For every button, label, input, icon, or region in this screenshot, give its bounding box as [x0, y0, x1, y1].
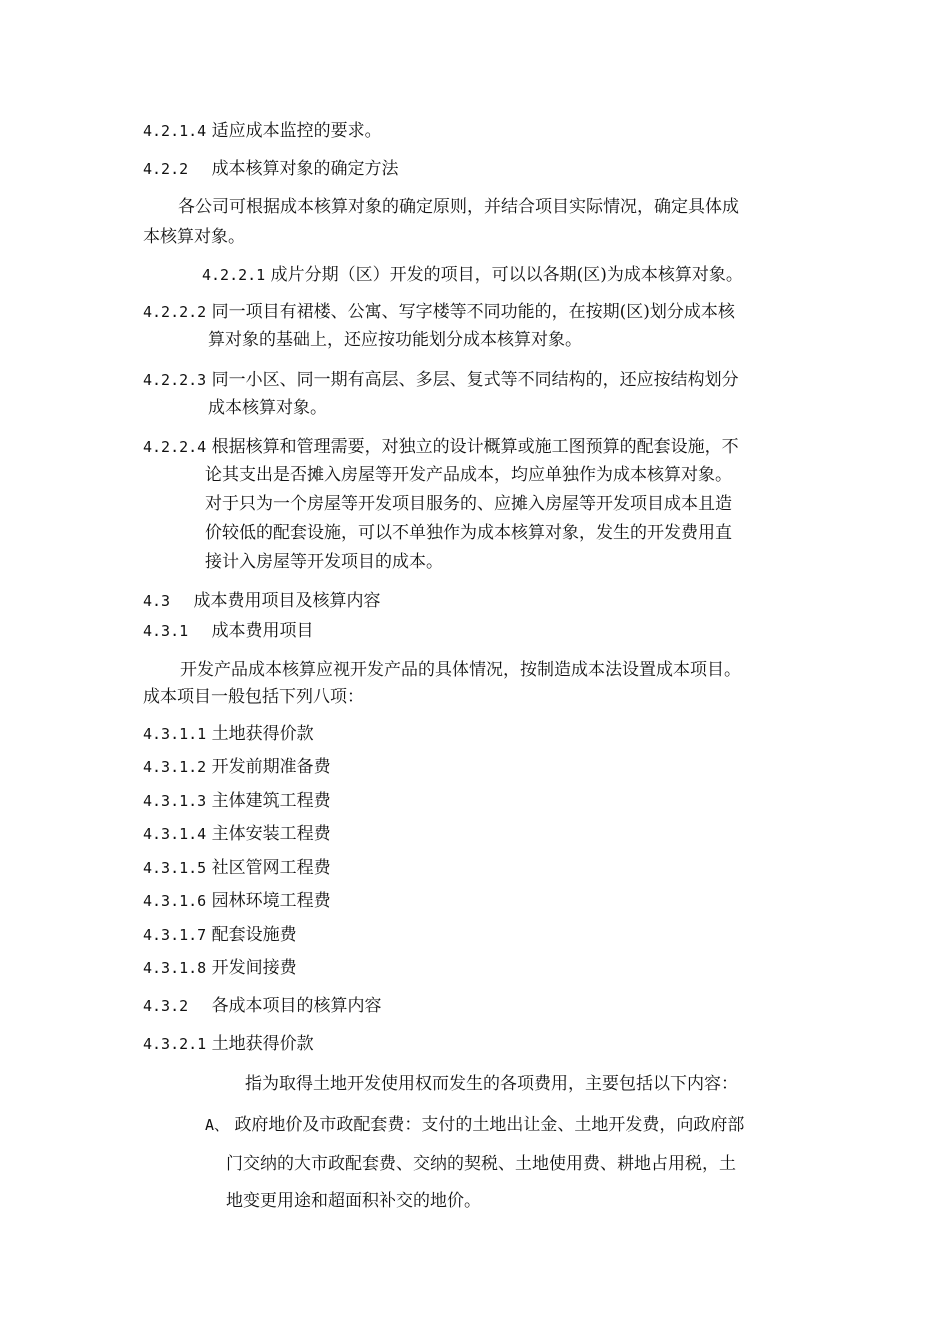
item-text: 开发前期准备费	[211, 757, 331, 777]
section-number: 4.3.1	[143, 622, 189, 640]
section-title: 成本核算对象的确定方法	[211, 159, 399, 179]
section-text-continuation: 对于只为一个房屋等开发项目服务的、应摊入房屋等开发项目成本且造	[205, 494, 732, 514]
section-text: 同一小区、同一期有高层、多层、复式等不同结构的，还应按结构划分	[211, 370, 739, 390]
section-text: 适应成本监控的要求。	[211, 121, 382, 141]
section-number: 4.2.1.4	[143, 122, 207, 140]
item-text: 开发间接费	[211, 958, 297, 978]
list-item	[143, 790, 331, 812]
section-number: 4.2.2.4	[143, 438, 207, 456]
item-marker: A、	[205, 1116, 230, 1134]
item-number: 4.3.1.3	[143, 792, 207, 810]
item-number: 4.3.1.1	[143, 725, 207, 743]
item-text: 政府地价及市政配套费：支付的土地出让金、土地开发费，向政府部	[234, 1115, 745, 1135]
section-number: 4.3.2.1	[143, 1035, 207, 1053]
section-4-3-heading	[143, 590, 381, 612]
section-text-continuation: 论其支出是否摊入房屋等开发产品成本，均应单独作为成本核算对象。	[205, 465, 732, 485]
item-text-continuation: 地变更用途和超面积补交的地价。	[226, 1191, 481, 1211]
list-item	[143, 857, 331, 879]
section-text-continuation: 算对象的基础上，还应按功能划分成本核算对象。	[208, 330, 582, 350]
section-text: 同一项目有裙楼、公寓、写字楼等不同功能的，在按期(区)划分成本核	[211, 302, 735, 322]
paragraph-line: 成本项目一般包括下列八项：	[143, 687, 364, 707]
paragraph-line: 开发产品成本核算应视开发产品的具体情况，按制造成本法设置成本项目。	[180, 660, 741, 680]
paragraph-line: 各公司可根据成本核算对象的确定原则，并结合项目实际情况，确定具体成	[178, 197, 739, 217]
section-text: 根据核算和管理需要，对独立的设计概算或施工图预算的配套设施，不	[211, 437, 739, 457]
list-item	[143, 924, 297, 946]
section-title: 成本费用项目及核算内容	[193, 591, 381, 611]
item-a	[205, 1114, 744, 1136]
list-item	[143, 823, 331, 845]
item-number: 4.3.1.2	[143, 758, 207, 776]
item-number: 4.3.1.6	[143, 892, 207, 910]
section-text-continuation: 成本核算对象。	[208, 398, 327, 418]
section-4-2-2-1	[202, 264, 743, 286]
section-number: 4.2.2.1	[202, 266, 266, 284]
section-number: 4.3	[143, 592, 171, 610]
section-text: 土地获得价款	[211, 1034, 314, 1054]
section-4-2-2-heading	[143, 158, 399, 180]
item-number: 4.3.1.8	[143, 959, 207, 977]
paragraph-line: 本核算对象。	[143, 227, 245, 247]
section-text-continuation: 接计入房屋等开发项目的成本。	[205, 552, 443, 572]
item-text: 主体建筑工程费	[211, 791, 331, 811]
list-item	[143, 723, 314, 745]
section-number: 4.2.2.2	[143, 303, 207, 321]
section-4-2-1-4	[143, 120, 382, 142]
section-text: 成片分期（区）开发的项目，可以以各期(区)为成本核算对象。	[270, 265, 743, 285]
paragraph-line: 指为取得土地开发使用权而发生的各项费用，主要包括以下内容：	[245, 1074, 738, 1094]
section-4-3-2-1	[143, 1033, 314, 1055]
section-number: 4.2.2	[143, 160, 189, 178]
list-item	[143, 957, 297, 979]
item-number: 4.3.1.4	[143, 825, 207, 843]
section-4-2-2-3	[143, 369, 739, 391]
item-text: 社区管网工程费	[211, 858, 331, 878]
section-title: 成本费用项目	[211, 621, 314, 641]
section-text-continuation: 价较低的配套设施，可以不单独作为成本核算对象，发生的开发费用直	[205, 523, 732, 543]
item-text: 配套设施费	[211, 925, 297, 945]
item-text: 土地获得价款	[211, 724, 314, 744]
section-4-2-2-2	[143, 301, 735, 323]
item-text-continuation: 门交纳的大市政配套费、交纳的契税、土地使用费、耕地占用税，土	[226, 1154, 736, 1174]
item-text: 主体安装工程费	[211, 824, 331, 844]
section-number: 4.2.2.3	[143, 371, 207, 389]
item-number: 4.3.1.7	[143, 926, 207, 944]
section-number: 4.3.2	[143, 997, 189, 1015]
section-title: 各成本项目的核算内容	[211, 996, 382, 1016]
item-text: 园林环境工程费	[211, 891, 331, 911]
section-4-3-2-heading	[143, 995, 382, 1017]
item-number: 4.3.1.5	[143, 859, 207, 877]
section-4-3-1-heading	[143, 620, 314, 642]
section-4-2-2-4	[143, 436, 739, 458]
list-item	[143, 890, 331, 912]
list-item	[143, 756, 331, 778]
